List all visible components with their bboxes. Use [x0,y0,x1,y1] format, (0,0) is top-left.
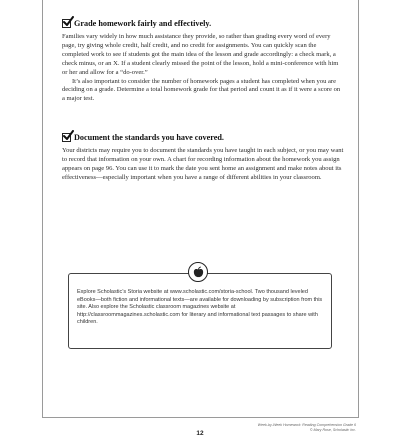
section-grade-homework [62,17,344,104]
section-document-standards [62,131,344,183]
credit-copyright: © Mary Rose, Scholastic Inc. [309,427,356,432]
checkbox-checked-icon [62,19,71,28]
callout-text: Explore Scholastic’s Storia website at www.scholastic.com/storia-school. Two thousand leveled eBooks—both fiction and informational texts—are available for downloading by subscription from this site. Also explore the Scholastic classroom magazines website at http://classroommagazines.scholastic.com for literary and informational text passages to share with children. [77,289,323,326]
apple-icon [188,262,208,282]
page-number: 12 [196,430,204,437]
checkbox-checked-icon [62,133,71,142]
body-paragraph: Families vary widely in how much assistance they provide, so rather than grading every word of every page, try giving whole credit, half credit, and no credit for assignments. You can quickly scan the completed work to see if students got the main idea of the lesson and grade accordingly: a check mark, a check minus, or an X. If a student clearly missed the point of the lesson, hold a mini-conference with him or her and allow for a “do-over.” [62,33,339,76]
section-heading-text: Document the standards you have covered. [74,133,224,142]
section-heading [62,131,344,144]
body-paragraph: It’s also important to consider the number of homework pages a student has completed when you are deciding on a grade. Determine a total homework grade for that period and count it as if it were a score on a major test. [62,77,341,103]
section-heading [62,17,344,30]
body-paragraph: Your districts may require you to document the standards you have taught in each subject, or you may want to record that information on your own. A chart for recording information about the homework you assign appears on page 96. You can use it to mark the date you sent home an assignment and make notes about its effectiveness—especially important when you have a range of different abilities in your classroom. [62,147,344,181]
credit-title: Week-by-Week Homework: Reading Comprehension Grade 6 [257,423,356,427]
section-heading-text: Grade homework fairly and effectively. [74,19,212,28]
